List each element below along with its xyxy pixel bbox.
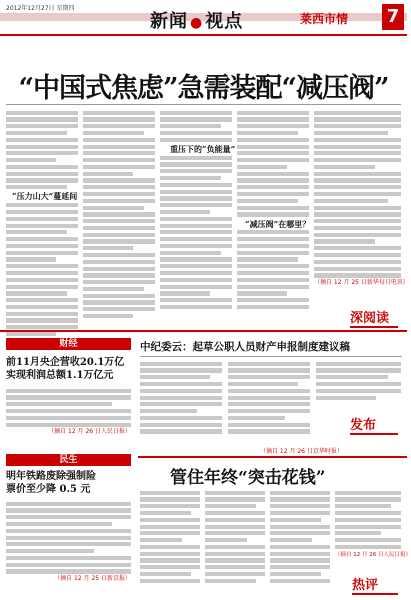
- headline-divider: [6, 104, 401, 105]
- main-story-col-5: [314, 108, 409, 288]
- publish-divider: [140, 356, 402, 357]
- livelihood-banner: [6, 454, 131, 466]
- publish-col-1: [140, 359, 222, 444]
- publish-headline: 中纪委云：起草公职人员财产申报制度建议稿: [140, 341, 350, 353]
- comment-col-3: [270, 488, 330, 594]
- main-story-col-4: [237, 108, 309, 298]
- comment-col-1: [140, 488, 200, 594]
- finance-body: [6, 386, 131, 444]
- finance-banner: [6, 338, 131, 350]
- publish-label: 发布: [350, 414, 398, 435]
- livelihood-headline-line-2: 票价至少降 0.5 元: [6, 484, 91, 495]
- subhead-1: “压力山大”蔓延间: [12, 191, 78, 202]
- subhead-2: 重压下的“负能量”: [170, 143, 236, 154]
- issue-date: 2012年12月27日 星期四: [6, 5, 75, 12]
- comment-col-4: [335, 488, 411, 560]
- livelihood-headline-line-1: 明年铁路废除强制险: [6, 471, 96, 482]
- publish-col-2: [228, 359, 310, 444]
- comment-headline: 管住年终“突击花钱”: [170, 468, 326, 488]
- publish-credit: （摘自 12 月 26 日京华时报）: [260, 448, 343, 455]
- title-dot-icon: ●: [190, 15, 204, 31]
- section-rule-2: [138, 456, 407, 458]
- main-story-credit: （摘自 12 月 25 日新华每日电讯）: [314, 279, 409, 287]
- livelihood-body: [6, 499, 131, 594]
- subhead-3: “减压阀”在哪里？: [245, 218, 311, 229]
- livelihood-label: 民生: [6, 454, 131, 466]
- page-number: 7: [382, 4, 404, 30]
- deep-read-label: 深阅读: [350, 307, 398, 328]
- masthead-rule: [0, 34, 407, 36]
- page-title-part-b: 视点: [205, 11, 244, 32]
- publish-col-3: [316, 359, 401, 409]
- brand-name: 莱西市情: [300, 12, 349, 26]
- main-story-col-3: [160, 108, 236, 298]
- finance-headline-line-2: 实现利润总额1.1万亿元: [6, 370, 114, 381]
- finance-headline: [6, 356, 131, 382]
- finance-label: 财经: [6, 338, 131, 350]
- livelihood-headline: [6, 470, 131, 496]
- page-title-part-a: 新闻: [150, 11, 188, 32]
- comment-col-2: [205, 488, 265, 594]
- section-rule-1: [0, 330, 407, 332]
- comment-credit: （摘自 12 月 26 日人民日报）: [335, 551, 411, 558]
- main-story-col-2: [83, 108, 155, 298]
- page-title: [150, 7, 243, 33]
- finance-headline-line-1: 前11月央企营收20.1万亿: [6, 357, 125, 368]
- livelihood-credit: （摘自 12 月 25 日新京报）: [54, 575, 131, 583]
- main-headline: “中国式焦虑”急需装配“减压阀”: [18, 73, 389, 104]
- comment-label: 热评: [352, 574, 398, 595]
- finance-credit: （摘自 12 月 26 日人民日报）: [48, 428, 131, 436]
- main-story-col-1: [6, 108, 78, 298]
